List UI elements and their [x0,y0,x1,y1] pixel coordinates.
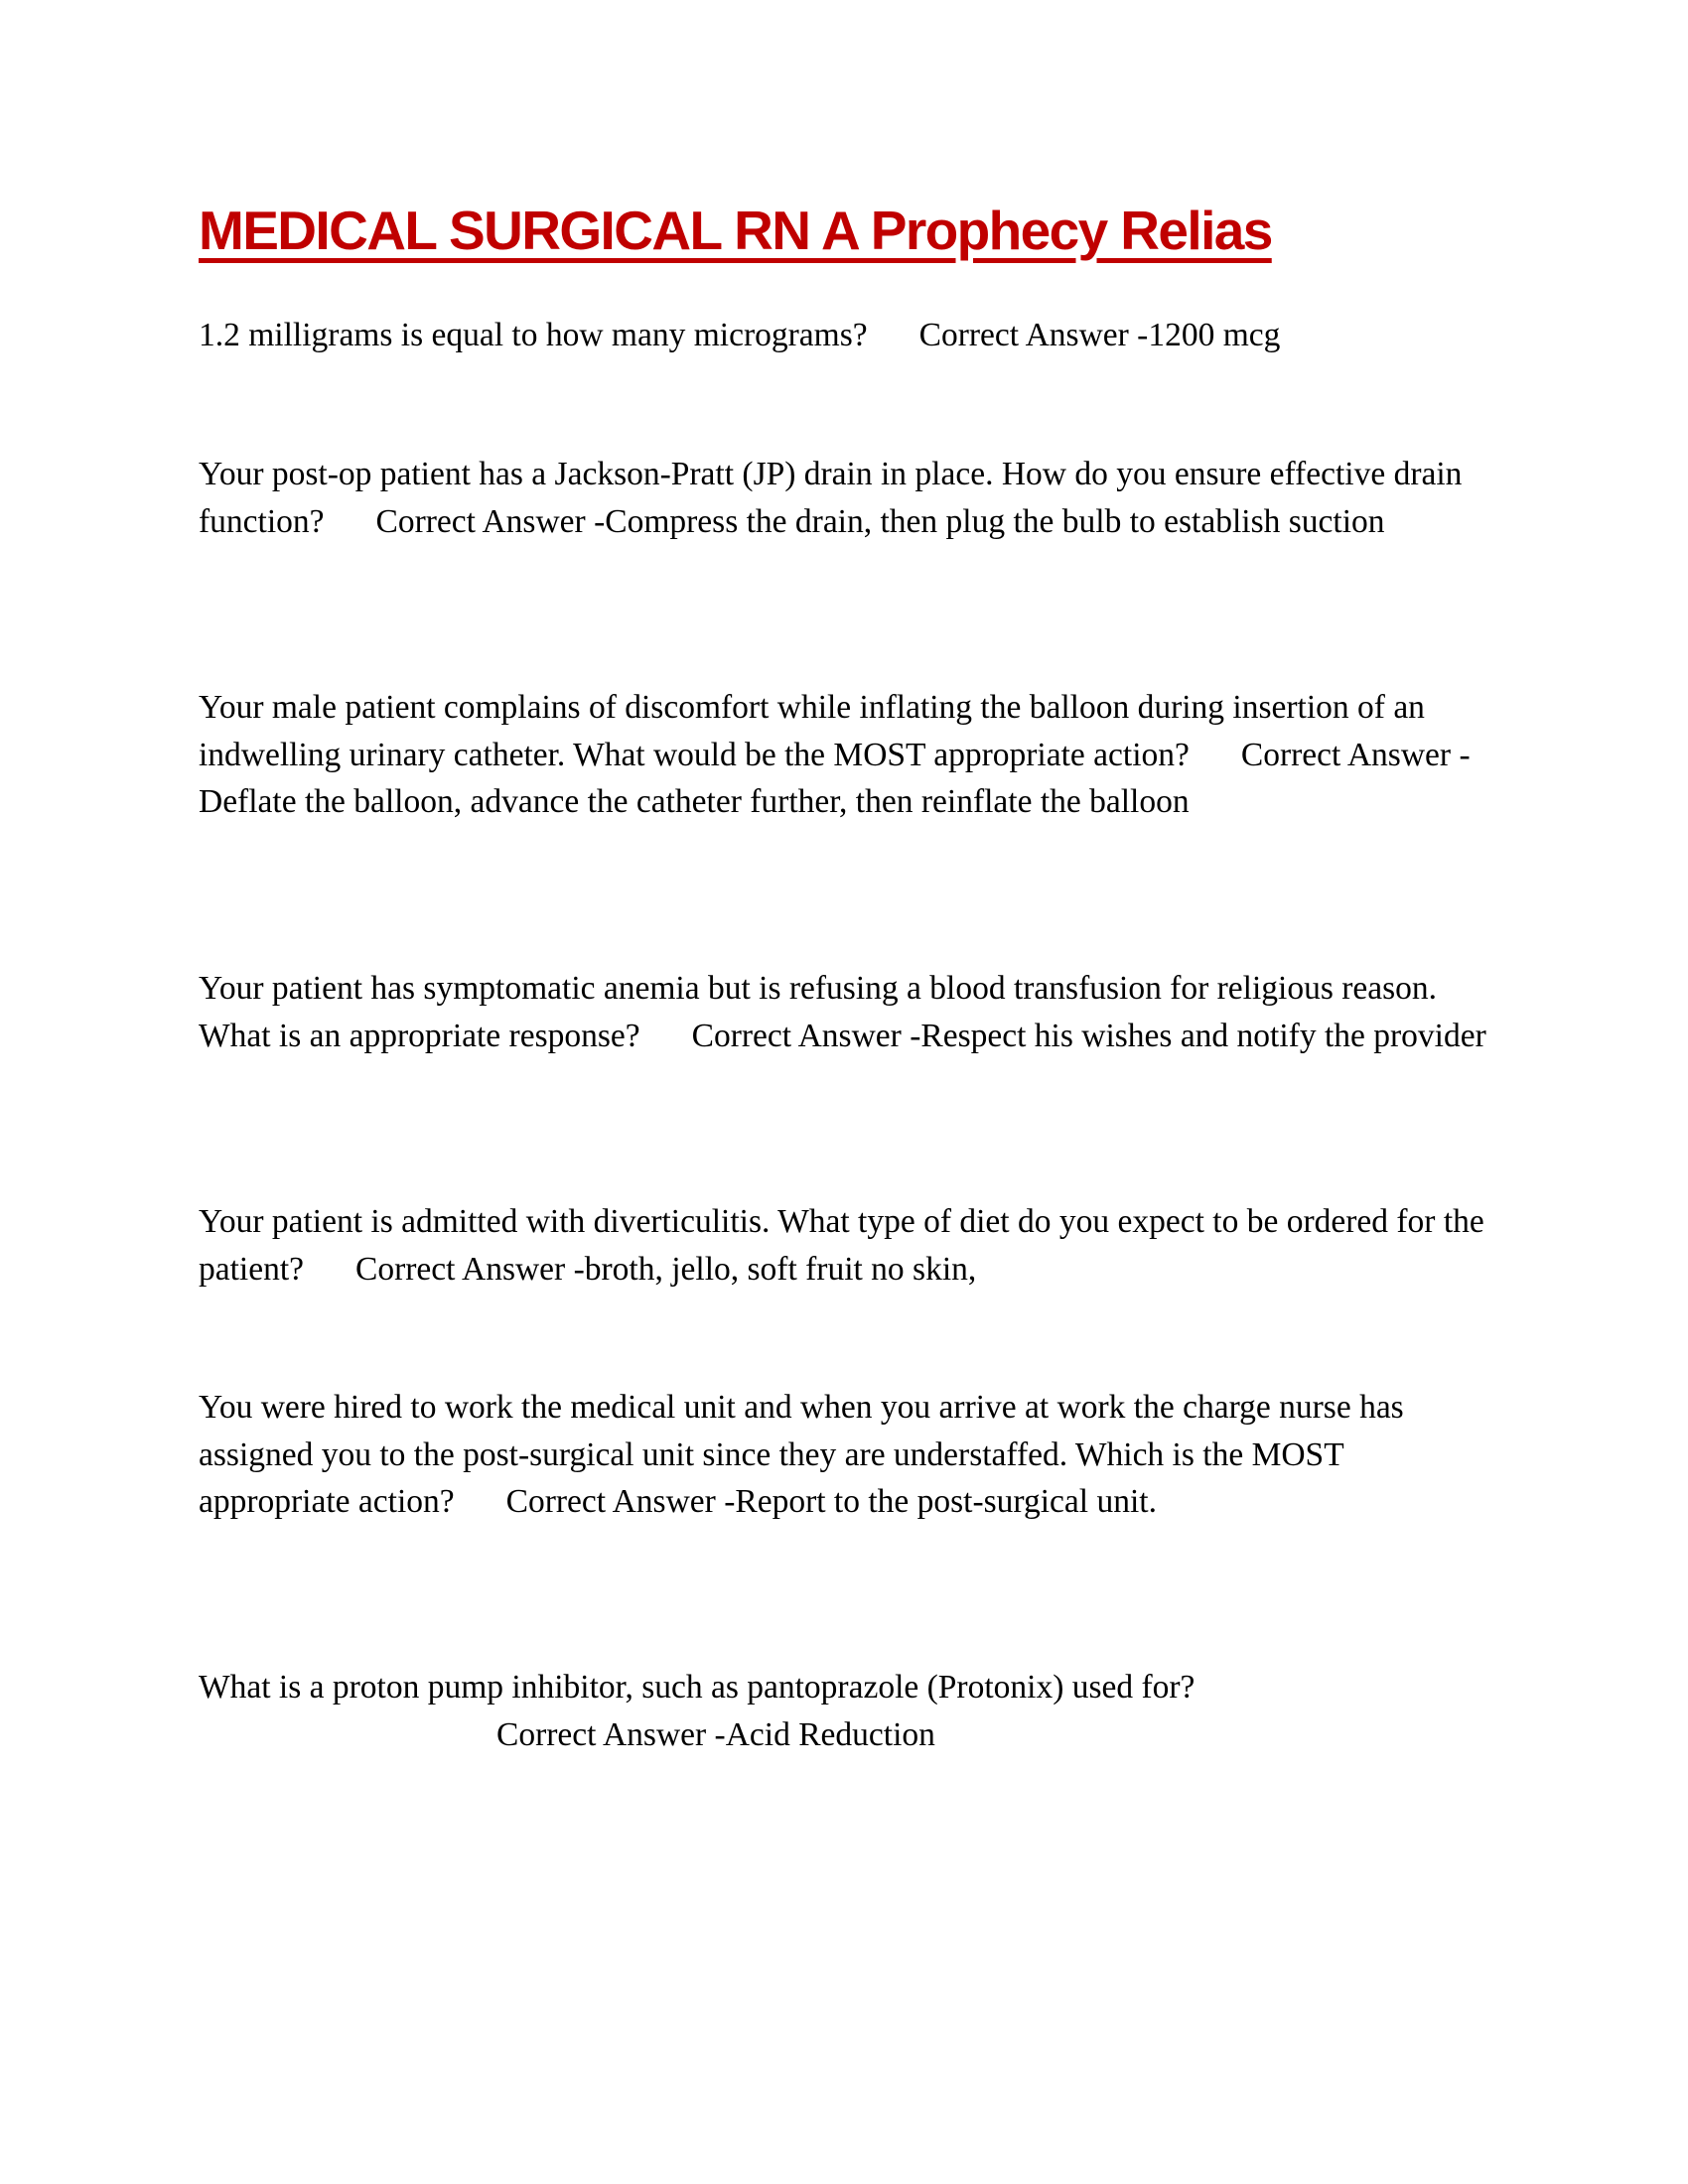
answer-text: broth, jello, soft fruit no skin, [584,1250,977,1288]
qa-item-4 [199,965,1489,1059]
answer-text: Deflate the balloon, advance the catheter further, then reinflate the balloon [199,783,1190,821]
answer-text: 1200 mcg [1148,317,1281,353]
answer-label: Correct Answer - [918,317,1149,353]
answer-label: Correct Answer - [496,1715,726,1753]
answer-label: Correct Answer - [1240,736,1471,773]
answer-label: Correct Answer - [375,502,606,540]
qa-item-3 [199,684,1489,826]
qa-item-2 [199,451,1489,545]
question-text: Your male patient complains of discomfort while inflating the balloon during insertion of an indwelling urinary catheter. What would be the MOST appropriate action? [199,689,1425,773]
answer-label: Correct Answer - [691,1017,921,1054]
answer-label: Correct Answer - [355,1250,585,1288]
question-text: Your post-op patient has a Jackson-Pratt (JP) drain in place. How do you ensure effective drain function? [199,456,1463,540]
answer-text: Respect his wishes and notify the provider [920,1017,1486,1054]
qa-item-7 [199,1664,1489,1758]
question-text: Your patient is admitted with diverticulitis. What type of diet do you expect to be ordered for the patient? [199,1203,1484,1288]
qa-item-6 [199,1384,1489,1526]
answer-text: Acid Reduction [725,1715,935,1753]
answer-text: Report to the post-surgical unit. [735,1483,1157,1521]
answer-text: Compress the drain, then plug the bulb to establish suction [605,502,1385,540]
question-text: You were hired to work the medical unit and when you arrive at work the charge nurse has assigned you to the post-surgical unit since they are understaffed. Which is the MOST appropriate action? [199,1389,1404,1521]
qa-item-5 [199,1198,1489,1293]
question-text: Your patient has symptomatic anemia but is refusing a blood transfusion for religious reason. What is an appropriate response? [199,970,1438,1054]
document-title: MEDICAL SURGICAL RN A Prophecy Relias [199,200,1272,261]
answer-label: Correct Answer - [505,1483,736,1521]
question-text: What is a proton pump inhibitor, such as pantoprazole (Protonix) used for? [199,1669,1196,1706]
qa-item-1 [199,312,1489,359]
question-text: 1.2 milligrams is equal to how many micrograms? [199,317,868,353]
